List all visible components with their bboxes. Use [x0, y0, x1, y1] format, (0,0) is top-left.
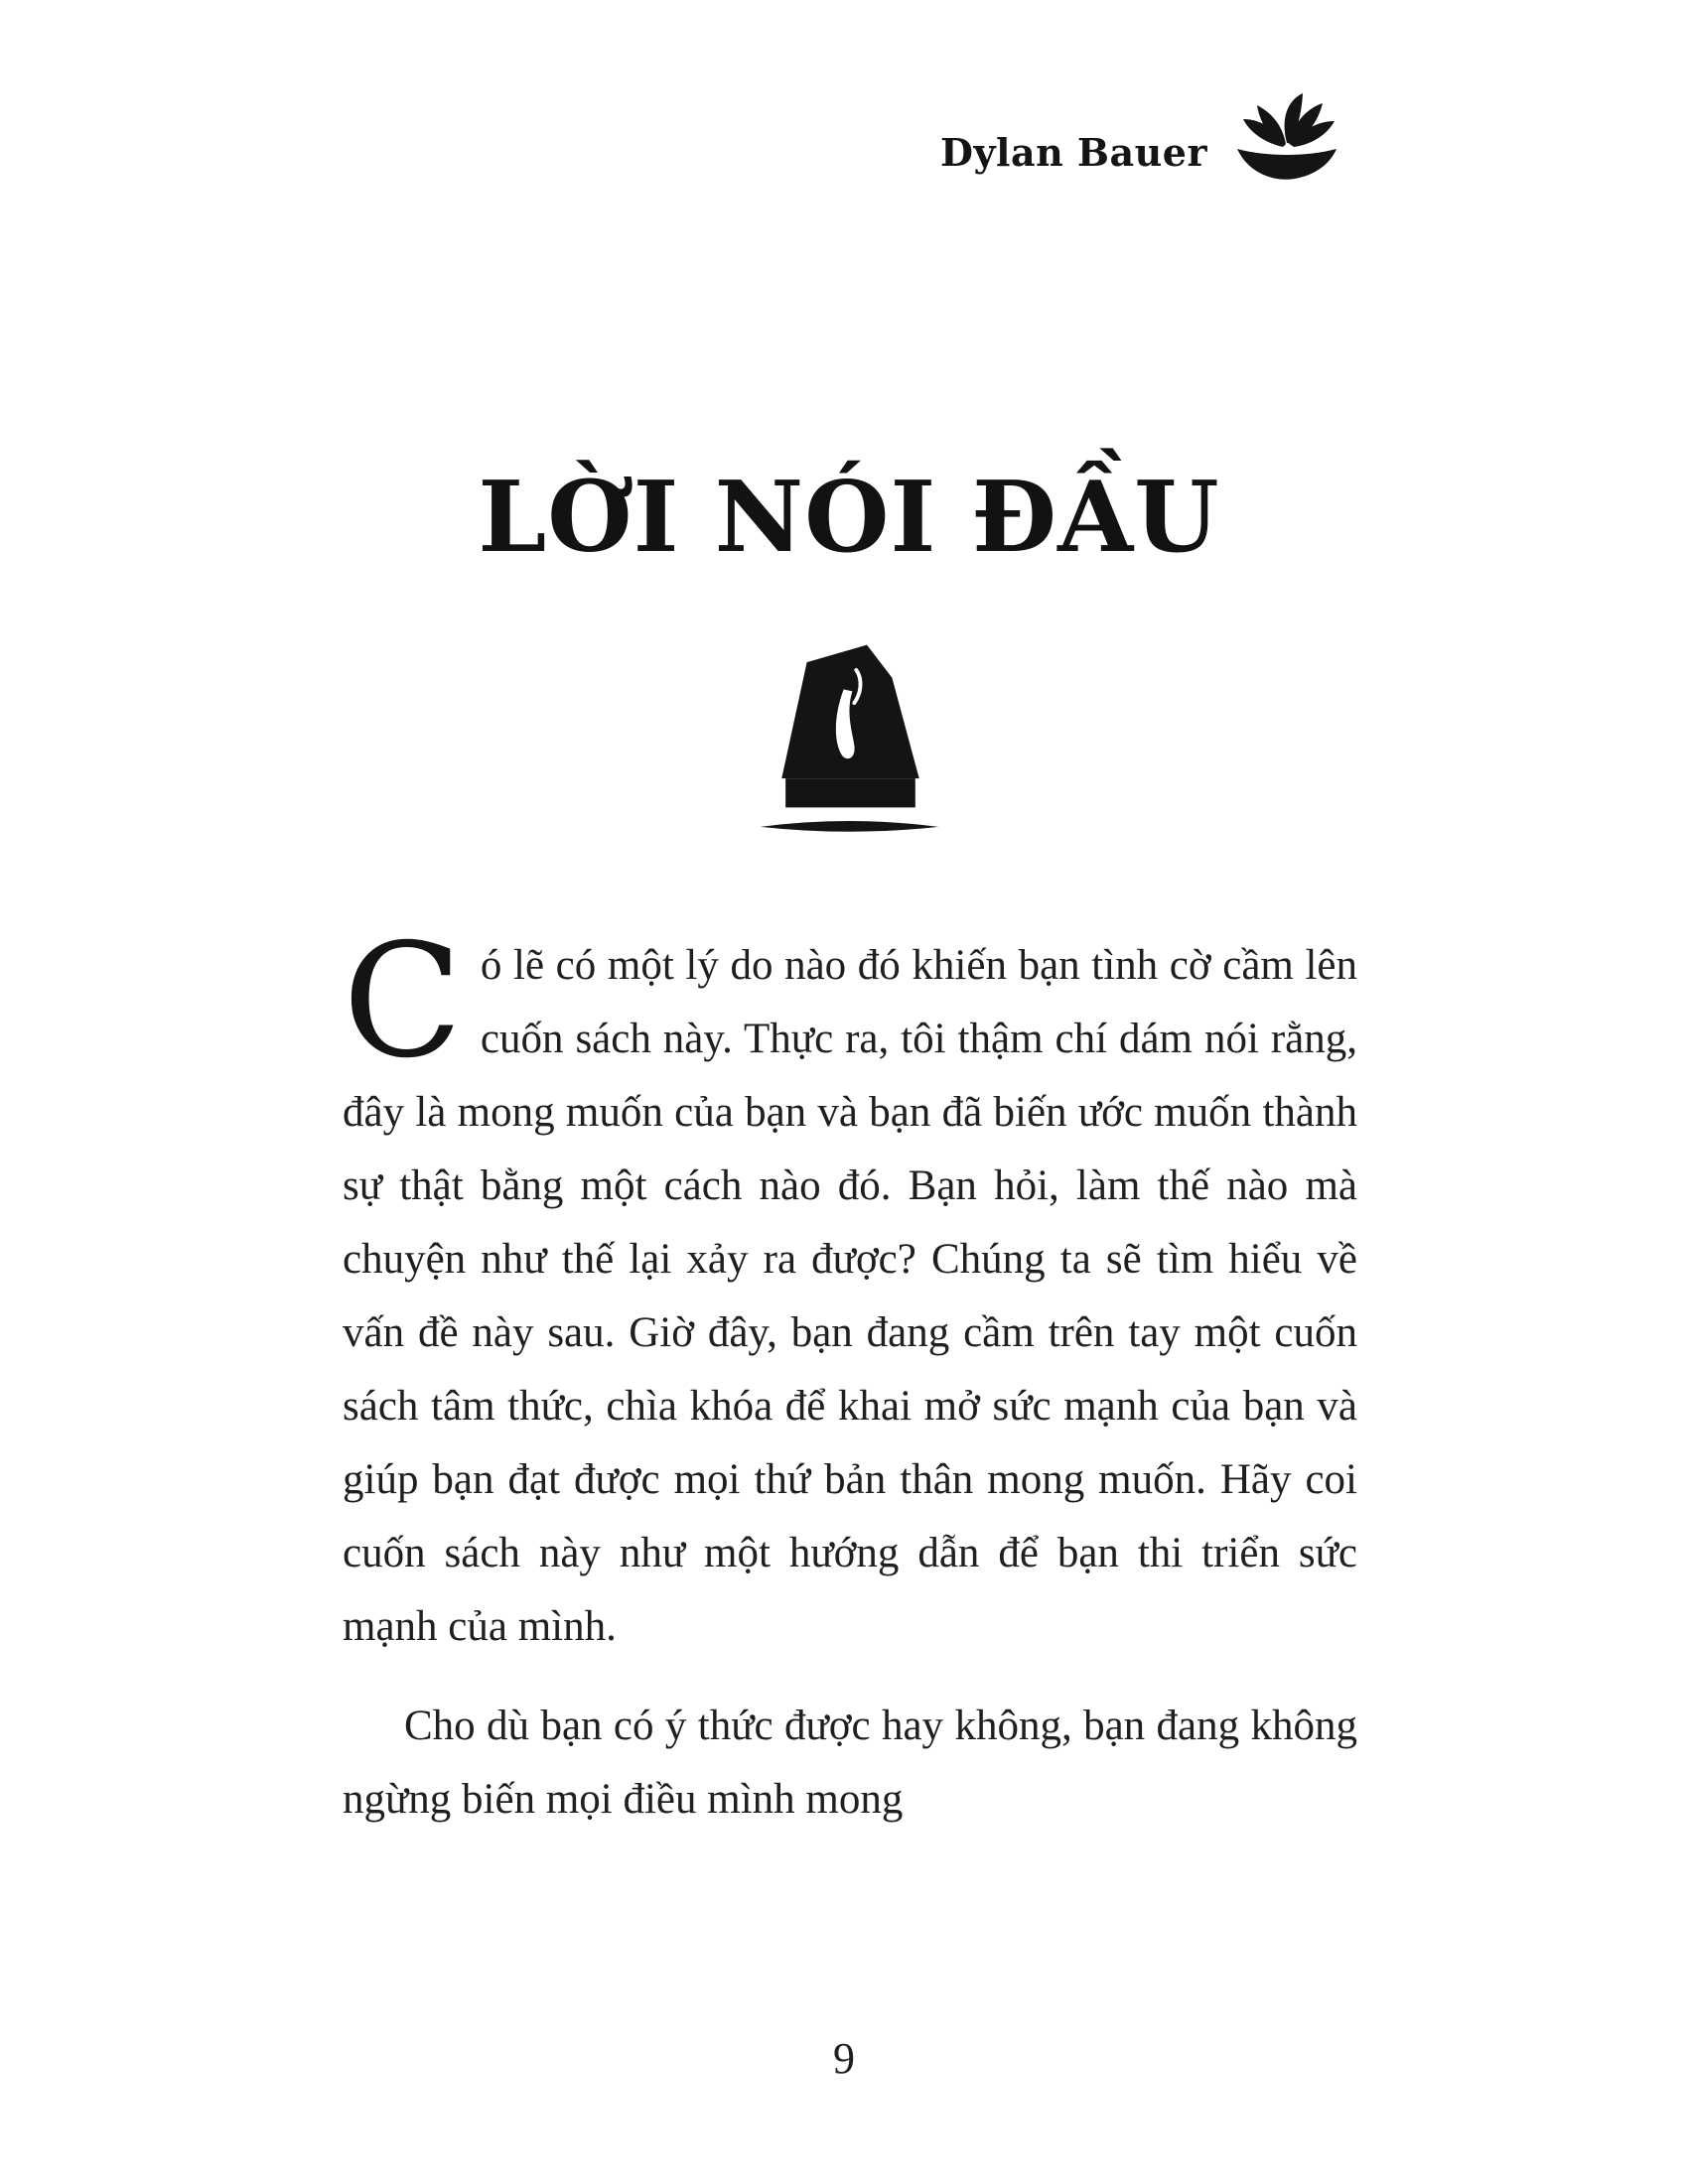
chapter-title: LỜI NÓI ĐẦU — [478, 461, 1220, 575]
paragraph-text: Cho dù bạn có ý thức được hay không, bạn đang không ngừng biến mọi điều mình mong — [343, 1703, 1357, 1823]
lamp-ornament-icon — [753, 640, 946, 849]
leaf-bowl-icon — [1223, 91, 1352, 187]
paragraph — [343, 1690, 1357, 1837]
page-number: 9 — [833, 2034, 855, 2083]
paragraph-text: ó lẽ có một lý do nào đó khiến bạn tình cờ cầm lên cuốn sách này. Thực ra, tôi thậm chí dám nói rằng, đây là mong muốn của bạn và bạn đã biến ước muốn thành sự thật bằng một cách nào đó. Bạn hỏi, làm thế nào mà chuyện như thế lại xảy ra được? Chúng ta sẽ tìm hiểu về vấn đề này sau. Giờ đây, bạn đang cầm trên tay một cuốn sách tâm thức, chìa khóa để khai mở sức mạnh của bạn và giúp bạn đạt được mọi thứ bản thân mong muốn. Hãy coi cuốn sách này như một hướng dẫn để bạn thi triển sức mạnh của mình. — [343, 942, 1357, 1650]
paragraph — [343, 910, 1357, 1664]
drop-cap: C — [343, 910, 463, 1093]
page-header — [940, 91, 1352, 187]
body-text — [343, 910, 1357, 1862]
author-name: Dylan Bauer — [939, 129, 1207, 175]
